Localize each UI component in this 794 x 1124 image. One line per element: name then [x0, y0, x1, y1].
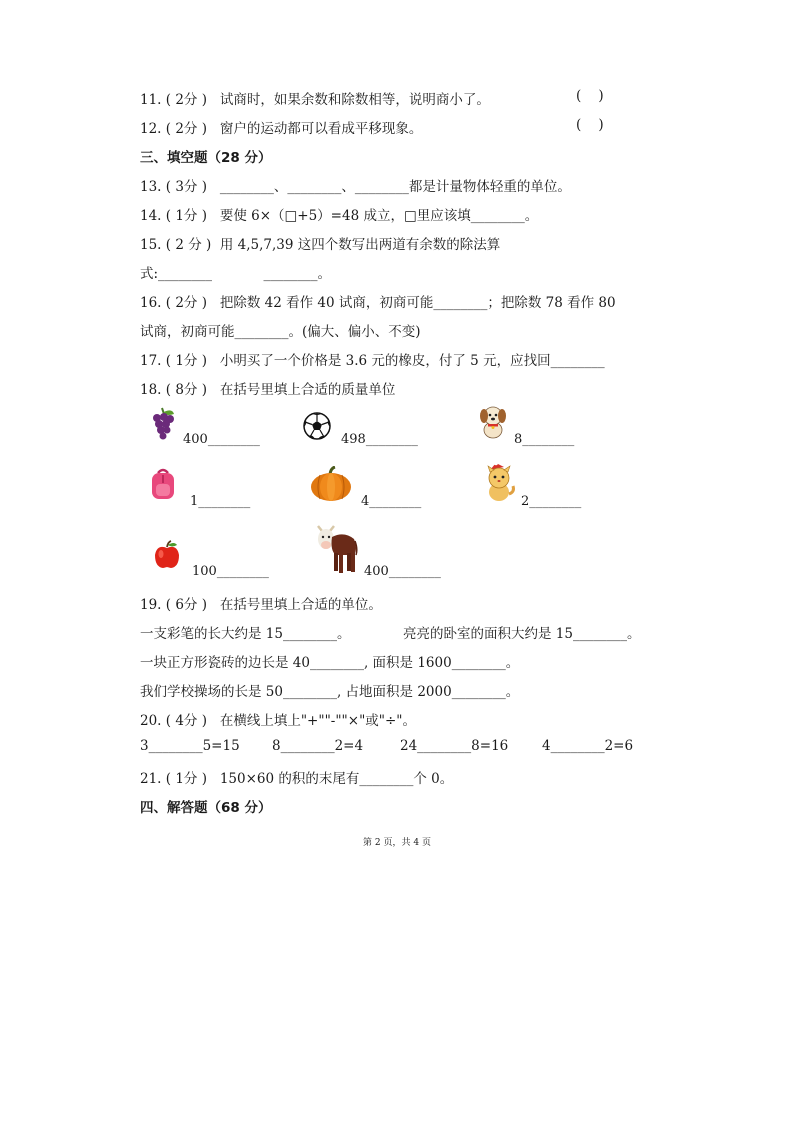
q15-line-1: 15. ( 2 分 ) 用 4,5,7,39 这四个数写出两道有余数的除法算 — [140, 237, 501, 253]
q21: 21. ( 1分 ) 150×60 的积的末尾有________个 0。 — [140, 771, 454, 787]
q14: 14. ( 1分 ) 要使 6×（□+5）=48 成立，□里应该填________。 — [140, 208, 539, 224]
apple-icon — [153, 540, 181, 574]
q16-line-2: 试商，初商可能________。(偏大、偏小、不变) — [140, 324, 421, 340]
q18-item-pumpkin: 4________ — [361, 494, 422, 509]
section-3-heading: 三、填空题（28 分） — [140, 150, 272, 166]
q16-line-1: 16. ( 2分 ) 把除数 42 看作 40 试商，初商可能________；把除数 78 看作 80 — [140, 295, 616, 311]
grapes-icon — [150, 406, 176, 444]
q20-item-3: 24________8=16 — [400, 738, 509, 754]
q18-item-puppy: 8________ — [514, 432, 575, 447]
q18-item-apple: 100________ — [192, 564, 269, 579]
q19-line-3: 我们学校操场的长是 50________, 占地面积是 2000________。 — [140, 684, 520, 700]
q12-answer-paren[interactable]: ( ) — [576, 117, 604, 133]
q13: 13. ( 3分 ) ________、________、________都是计量物体轻重的单位。 — [140, 179, 571, 195]
kitten-icon — [482, 462, 516, 506]
soccer-ball-icon — [303, 412, 331, 444]
q18-item-cow: 400________ — [364, 564, 441, 579]
q19-line-2: 一块正方形瓷砖的边长是 40________, 面积是 1600________。 — [140, 655, 520, 671]
q18-item-backpack: 1________ — [190, 494, 251, 509]
section-4-heading: 四、解答题（68 分） — [140, 800, 272, 816]
q20: 20. ( 4分 ) 在横线上填上"+""-""×"或"÷"。 — [140, 713, 417, 729]
q19: 19. ( 6分 ) 在括号里填上合适的单位。 — [140, 597, 382, 613]
q11-answer-paren[interactable]: ( ) — [576, 88, 604, 104]
q11-text: 11. ( 2分 ) 试商时，如果余数和除数相等，说明商小了。 — [140, 92, 490, 108]
q20-item-2: 8________2=4 — [272, 738, 364, 754]
page-footer: 第 2 页，共 4 页 — [363, 838, 431, 848]
q19-line-1b: 亮亮的卧室的面积大约是 15________。 — [403, 626, 641, 642]
backpack-icon — [149, 467, 177, 505]
q19-line-1a: 一支彩笔的长大约是 15________。 — [140, 626, 351, 642]
q17: 17. ( 1分 ) 小明买了一个价格是 3.6 元的橡皮，付了 5 元，应找回________ — [140, 353, 605, 369]
puppy-icon — [478, 404, 508, 444]
q18-item-soccer-ball: 498________ — [341, 432, 418, 447]
cow-icon — [312, 525, 358, 581]
q18-item-kitten: 2________ — [521, 494, 582, 509]
pumpkin-icon — [310, 466, 352, 506]
q20-item-4: 4________2=6 — [542, 738, 634, 754]
q12-text: 12. ( 2分 ) 窗户的运动都可以看成平移现象。 — [140, 121, 423, 137]
q18-item-grapes: 400________ — [183, 432, 260, 447]
q18: 18. ( 8分 ) 在括号里填上合适的质量单位 — [140, 382, 396, 398]
q20-item-1: 3________5=15 — [140, 738, 240, 754]
q15-line-2: 式:________ ________。 — [140, 266, 332, 282]
